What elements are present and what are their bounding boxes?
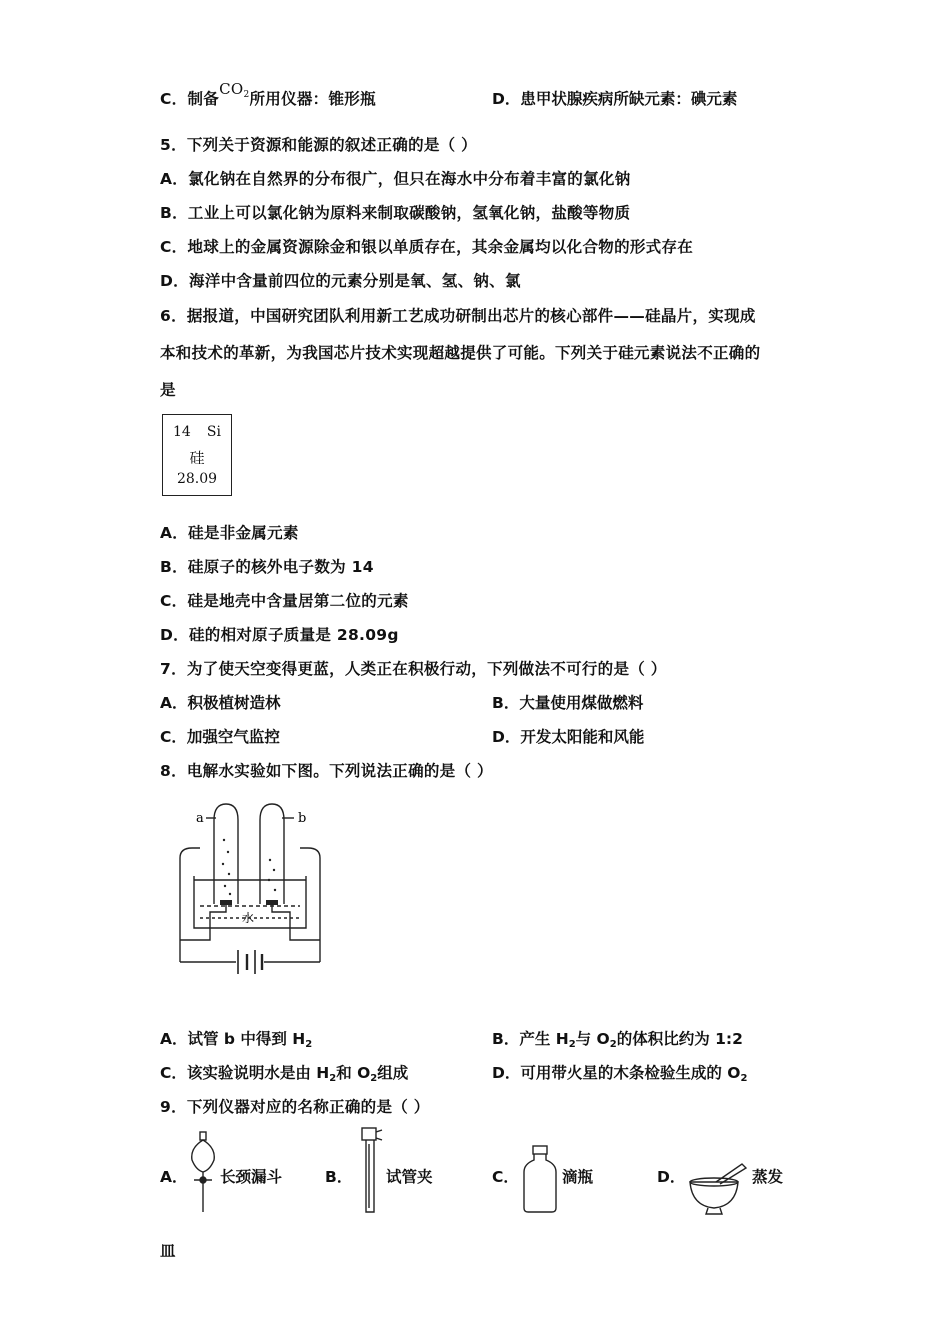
test-tube-clamp-icon (356, 1124, 384, 1216)
q9-option-b-name: 试管夹 (386, 1168, 433, 1186)
q7-option-c: C．加强空气监控 (160, 728, 280, 746)
electrolysis-diagram (170, 800, 330, 990)
q4-option-d: D．患甲状腺疾病所缺元素：碘元素 (492, 90, 738, 108)
q9-option-c-name: 滴瓶 (562, 1168, 594, 1186)
q8-option-b: B．产生 $H_2$与 $O_2$的体积比约为 1:2 (492, 1030, 743, 1050)
element-name: 硅 (189, 449, 205, 467)
q5-option-a: A．氯化钠在自然界的分布很广，但只在海水中分布着丰富的氯化钠 (160, 170, 631, 188)
atomic-number: 14 (173, 424, 191, 440)
q8-option-c: C．该实验说明水是由 $H_2$和 $O_2$组成 (160, 1064, 409, 1084)
q5-stem: 5．下列关于资源和能源的叙述正确的是（ ） (160, 136, 477, 154)
water-label: 水 (242, 911, 255, 925)
tube-label-a: a (196, 811, 204, 826)
q9-stem: 9．下列仪器对应的名称正确的是（ ） (160, 1098, 430, 1116)
separatory-funnel-icon (188, 1130, 218, 1214)
q8-option-d: D．可用带火星的木条检验生成的 $O_2$ (492, 1064, 748, 1084)
co2-formula: $CO_2$ (219, 80, 250, 100)
silicon-element-card (162, 414, 232, 496)
q7-option-b: B．大量使用煤做燃料 (492, 694, 644, 712)
q6-stem-line1: 6．据报道，中国研究团队利用新工艺成功研制出芯片的核心部件——硅晶片，实现成 (160, 307, 756, 325)
atomic-mass: 28.09 (176, 471, 218, 487)
q6-option-a: A．硅是非金属元素 (160, 524, 299, 542)
q9-option-d-letter: D． (657, 1168, 686, 1186)
mortar-pestle-icon (686, 1160, 748, 1216)
q5-option-c: C．地球上的金属资源除金和银以单质存在，其余金属均以化合物的形式存在 (160, 238, 694, 256)
q9-option-d-name: 蒸发 (752, 1168, 784, 1186)
tube-label-b: b (298, 811, 307, 826)
reagent-bottle-icon (520, 1144, 560, 1214)
q7-option-a: A．积极植树造林 (160, 694, 281, 712)
q7-stem: 7．为了使天空变得更蓝，人类正在积极行动，下列做法不可行的是（ ） (160, 660, 667, 678)
q7-option-d: D．开发太阳能和风能 (492, 728, 645, 746)
element-symbol: Si (206, 424, 221, 440)
q9-option-c-letter: C． (492, 1168, 519, 1186)
q9-option-a-name: 长颈漏斗 (220, 1168, 283, 1186)
q6-option-c: C．硅是地壳中含量居第二位的元素 (160, 592, 409, 610)
q6-option-b: B．硅原子的核外电子数为 14 (160, 558, 374, 576)
q5-option-d: D．海洋中含量前四位的元素分别是氧、氢、钠、氯 (160, 272, 521, 290)
q9-option-a-letter: A． (160, 1168, 188, 1186)
q8-stem: 8．电解水实验如下图。下列说法正确的是（ ） (160, 762, 493, 780)
q6-option-d: D．硅的相对原子质量是 28.09g (160, 626, 399, 644)
q6-stem-line2: 本和技术的革新，为我国芯片技术实现超越提供了可能。下列关于硅元素说法不正确的 (160, 344, 761, 362)
q6-stem-line3: 是 (160, 381, 176, 399)
q5-option-b: B．工业上可以氯化钠为原料来制取碳酸钠，氢氧化钠，盐酸等物质 (160, 204, 631, 222)
q8-option-a: A．试管 b 中得到 $H_2$ (160, 1030, 313, 1050)
q9-option-d-name-cont: 皿 (160, 1242, 176, 1260)
q4-option-c: C．制备$CO_2$所用仪器：锥形瓶 (160, 80, 376, 108)
q9-option-b-letter: B． (325, 1168, 353, 1186)
